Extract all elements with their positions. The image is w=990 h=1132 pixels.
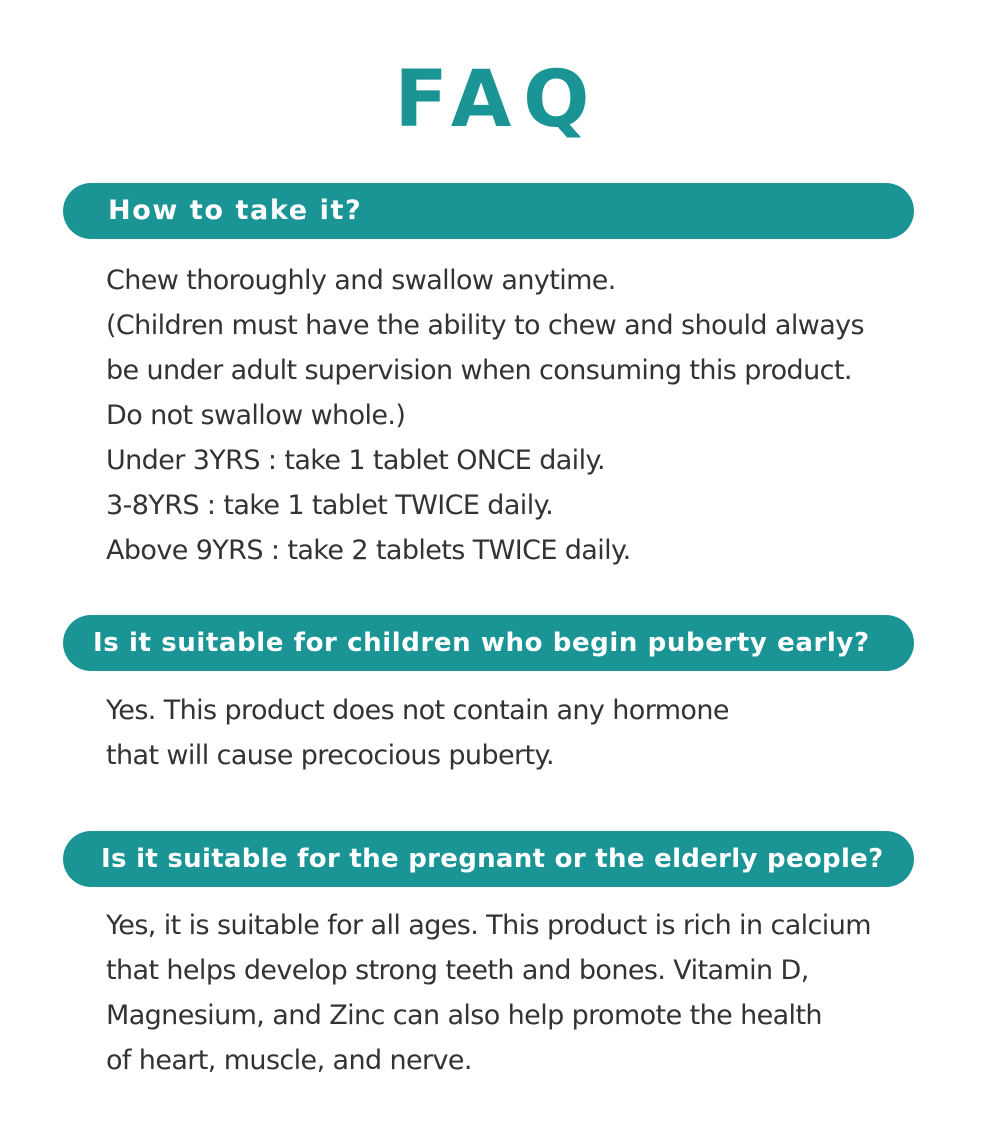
answer-line: Chew thoroughly and swallow anytime.: [106, 265, 616, 296]
page-title: FAQ: [394, 55, 602, 145]
faq-question-how-to-take: How to take it?: [63, 183, 914, 239]
answer-line: Magnesium, and Zinc can also help promote the health: [106, 1000, 822, 1031]
answer-line: that will cause precocious puberty.: [106, 740, 554, 771]
answer-line: Under 3YRS : take 1 tablet ONCE daily.: [106, 445, 605, 476]
answer-line: Yes, it is suitable for all ages. This product is rich in calcium: [106, 910, 871, 941]
answer-line: (Children must have the ability to chew and should always: [106, 310, 865, 341]
faq-answer-puberty: [106, 688, 966, 778]
answer-line: Above 9YRS : take 2 tablets TWICE daily.: [106, 535, 631, 566]
faq-answer-pregnant-elderly: [106, 903, 966, 1083]
answer-line: 3-8YRS : take 1 tablet TWICE daily.: [106, 490, 554, 521]
faq-question-pregnant-elderly: Is it suitable for the pregnant or the elderly people?: [63, 831, 914, 887]
answer-line: Yes. This product does not contain any hormone: [106, 695, 729, 726]
answer-line: be under adult supervision when consuming this product.: [106, 355, 852, 386]
faq-answer-how-to-take: [106, 258, 966, 573]
answer-line: that helps develop strong teeth and bones. Vitamin D,: [106, 955, 809, 986]
faq-question-puberty: Is it suitable for children who begin puberty early?: [63, 615, 914, 671]
answer-line: of heart, muscle, and nerve.: [106, 1045, 472, 1076]
answer-line: Do not swallow whole.): [106, 400, 406, 431]
